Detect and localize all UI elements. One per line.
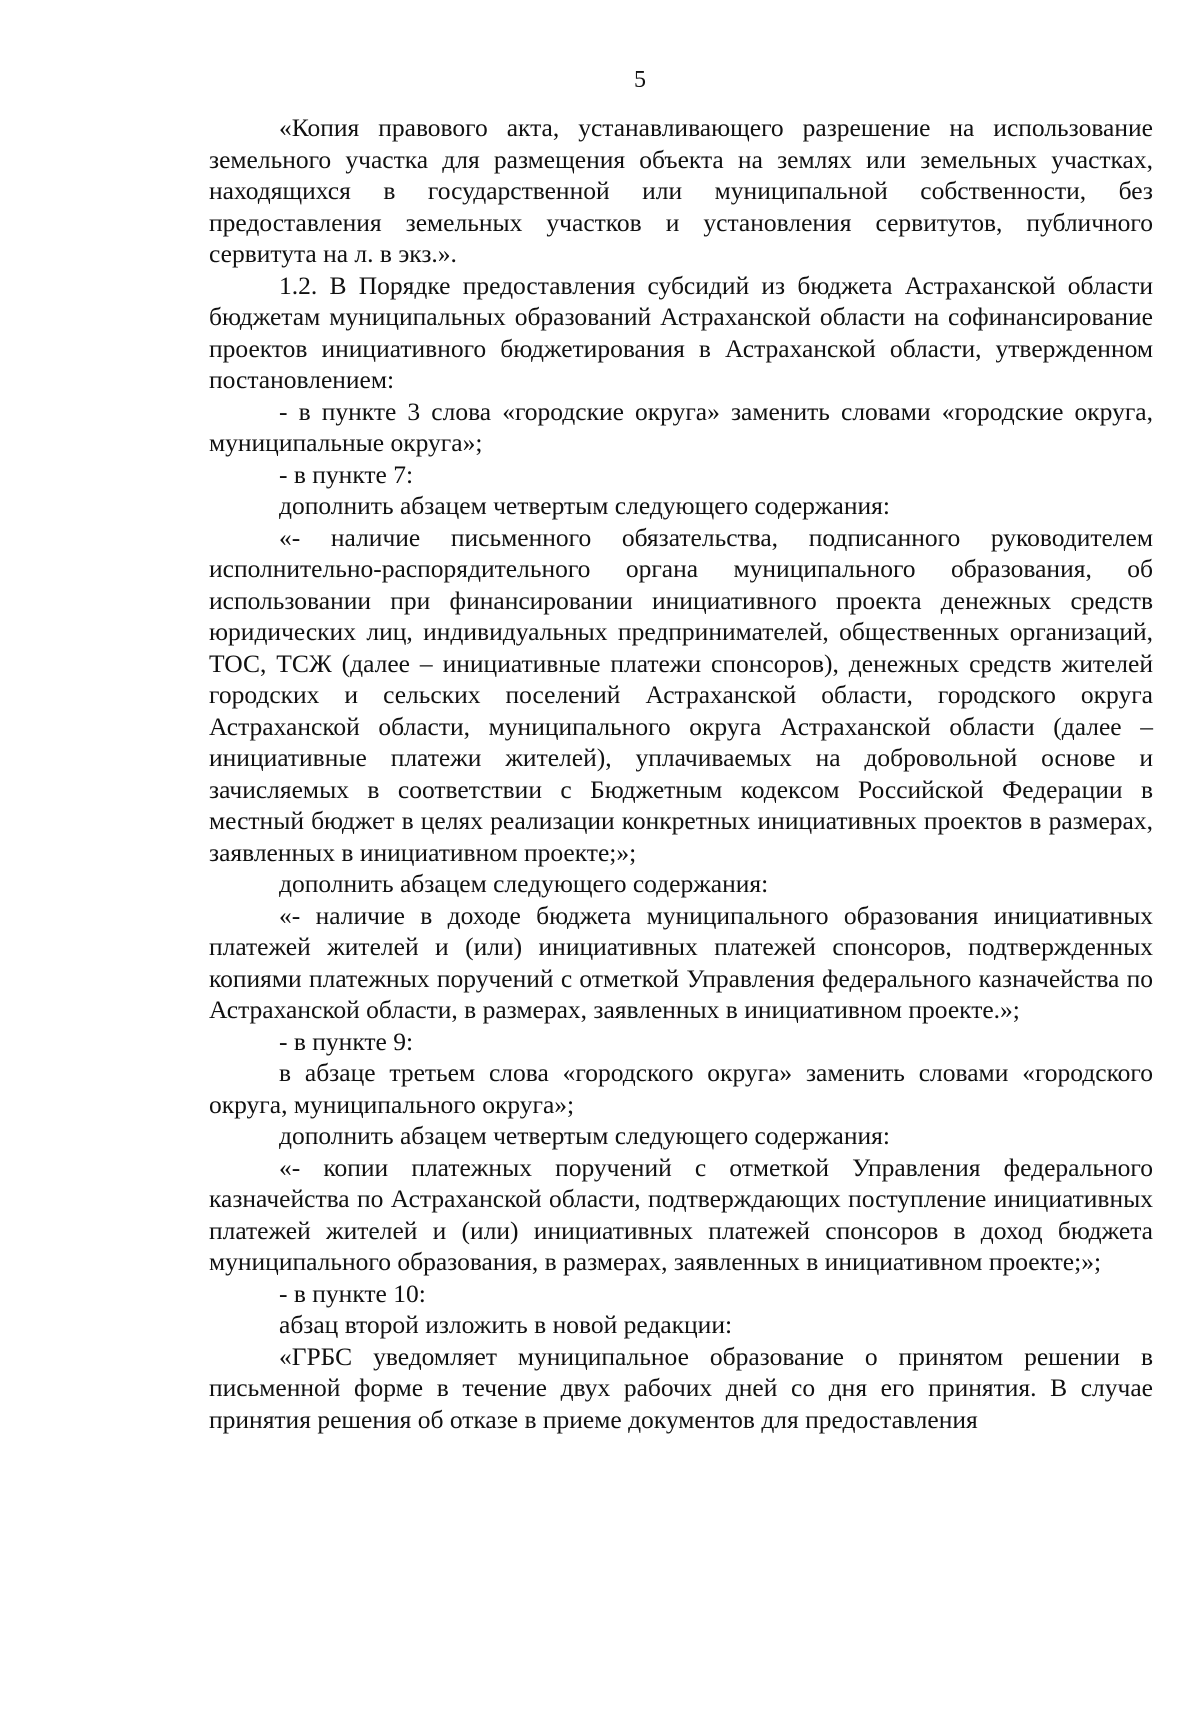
paragraph: абзац второй изложить в новой редакции: (279, 1310, 733, 1339)
paragraph: «Копия правового акта, устанавливающего разрешение на использование земельного участка для размещения объекта на землях или земельных участках, находящихся в государственной или муниципальной собственности, без предоставления земельных участков и установления сервитутов, публичного сервитута на л. в экз.». (209, 113, 1153, 268)
paragraph: «ГРБС уведомляет муниципальное образование о принятом решении в письменной форме в течение двух рабочих дней со дня его принятия. В случае принятия решения об отказе в приеме документов для предоставления (209, 1341, 1153, 1434)
paragraph: дополнить абзацем четвертым следующего содержания: (279, 491, 890, 520)
page-number: 5 (634, 67, 646, 93)
paragraph: «- наличие в доходе бюджета муниципального образования инициативных платежей жителей и (или) инициативных платежей спонсоров, подтвержденных копиями платежных поручений с отметкой Управления федерального казначейства по Астраханской области, в размерах, заявленных в инициативном проекте.»; (209, 900, 1153, 1024)
paragraph: - в пункте 10: (279, 1278, 426, 1308)
paragraph: - в пункте 7: (279, 459, 414, 489)
document-body (209, 112, 1153, 1435)
paragraph: «- копии платежных поручений с отметкой Управления федерального казначейства по Астраханской области, подтверждающих поступление инициативных платежей жителей и (или) инициативных платежей спонсоров в доход бюджета муниципального образования, в размерах, заявленных в инициативном проекте;»; (209, 1152, 1153, 1276)
paragraph: - в пункте 9: (279, 1026, 414, 1056)
paragraph: дополнить абзацем четвертым следующего содержания: (279, 1121, 890, 1150)
paragraph: «- наличие письменного обязательства, подписанного руководителем исполнительно-распорядительного органа муниципального образования, об использовании при финансировании инициативного проекта денежных средств юридических лиц, индивидуальных предпринимателей, общественных организаций, ТОС, ТСЖ (далее – инициативные платежи спонсоров), денежных средств жителей городских и сельских поселений Астраханской области, городского округа Астраханской области, муниципального округа Астраханской области (далее – инициативные платежи жителей), уплачиваемых на добровольной основе и зачисляемых в соответствии с Бюджетным кодексом Российской Федерации в местный бюджет в целях реализации конкретных инициативных проектов в размерах, заявленных в инициативном проекте;»; (209, 522, 1153, 867)
paragraph: в абзаце третьем слова «городского округа» заменить словами «городского округа, муниципального округа»; (209, 1058, 1153, 1119)
paragraph: - в пункте 3 слова «городские округа» заменить словами «городские округа, муниципальные округа»; (209, 396, 1153, 457)
paragraph: 1.2. В Порядке предоставления субсидий из бюджета Астраханской области бюджетам муниципальных образований Астраханской области на софинансирование проектов инициативного бюджетирования в Астраханской области, утвержденном постановлением: (209, 270, 1153, 394)
paragraph: дополнить абзацем следующего содержания: (279, 869, 769, 898)
